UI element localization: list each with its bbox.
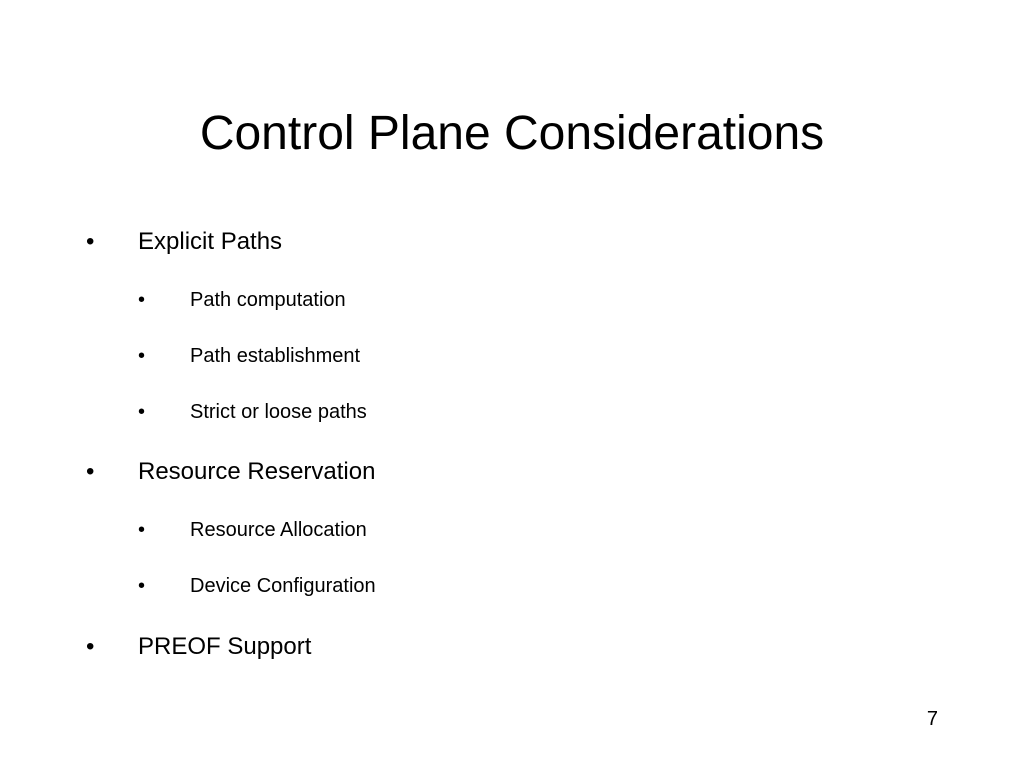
bullet-text: Explicit Paths [138,228,283,255]
bullet-icon: • [86,228,95,255]
bullet-item-path-computation [138,287,346,313]
page-number: 7 [926,708,938,730]
bullet-text: Path establishment [190,345,361,367]
bullet-text: Resource Reservation [138,458,376,485]
bullet-icon: • [138,575,146,597]
bullet-text: Path computation [190,289,346,311]
bullet-icon: • [138,519,146,541]
bullet-item-strict-or-loose-paths [138,399,367,425]
bullet-text: Device Configuration [190,575,376,597]
bullet-icon: • [138,345,146,367]
bullet-item-resource-allocation [138,517,367,543]
bullet-icon: • [138,289,146,311]
bullet-item-resource-reservation [86,457,375,487]
bullet-icon: • [86,458,95,485]
bullet-item-preof-support [86,632,311,662]
bullet-icon: • [86,633,95,660]
bullet-item-path-establishment [138,343,360,369]
bullet-text: Strict or loose paths [190,401,367,423]
bullet-text: PREOF Support [138,633,312,660]
bullet-icon: • [138,401,146,423]
slide-title: Control Plane Considerations [199,107,825,160]
bullet-text: Resource Allocation [190,519,367,541]
bullet-item-explicit-paths [86,227,282,257]
bullet-item-device-configuration [138,573,376,599]
